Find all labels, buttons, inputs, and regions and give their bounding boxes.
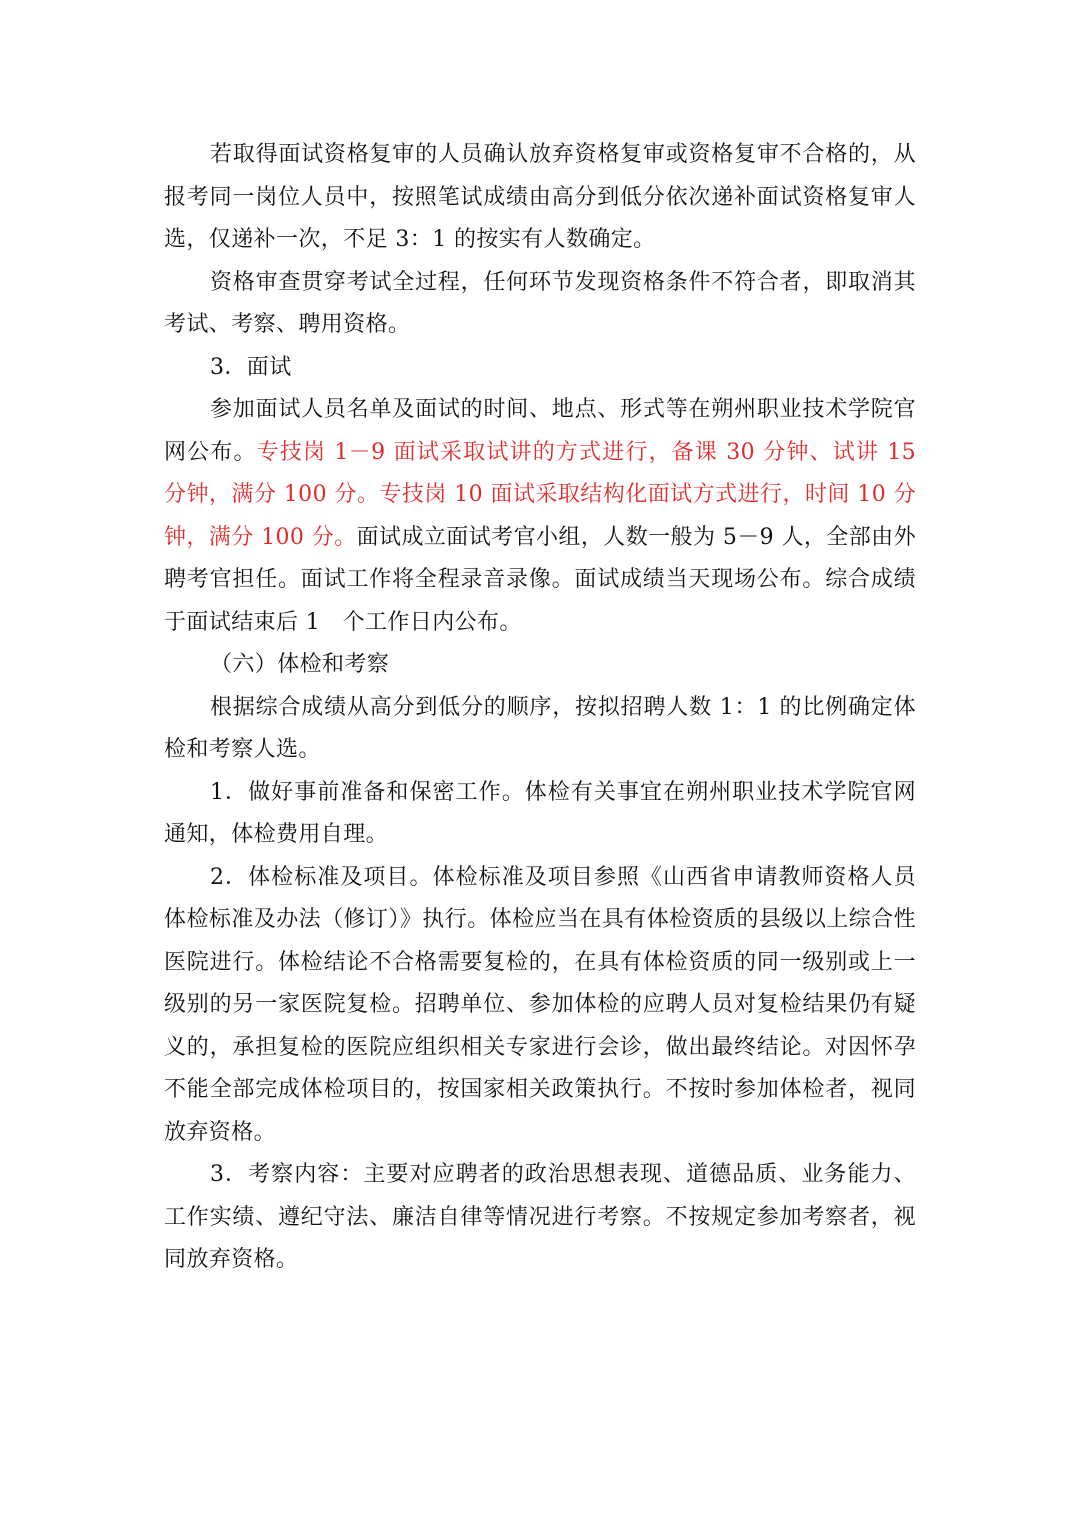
section-heading-physical-exam: （六）体检和考察 — [210, 652, 390, 677]
paragraph-interview-details — [164, 389, 916, 644]
interview-format-highlight: 专技岗 1－9 面试采取试讲的方式进行，备课 30 分钟、试讲 15 分钟，满分 100 分。专技岗 10 面试采取结构化面试方式进行，时间 10 分钟，满分 100 分。 — [164, 439, 916, 550]
interview-panel-text: 面试成立面试考官小组，人数一般为 5－9 人，全部由外聘考官担任。面试工作将全程录音录像。面试成绩当天现场公布。综合成绩于面试结束后 1 个工作日内公布。 — [164, 524, 916, 635]
paragraph-exam-ratio: 根据综合成绩从高分到低分的顺序，按拟招聘人数 1：1 的比例确定体检和考察人选。 — [164, 694, 916, 762]
interview-publish-text: 参加面试人员名单及面试的时间、地点、形式等在朔州职业技术学院官网公布。 — [164, 397, 916, 465]
paragraph-preparation: 1．做好事前准备和保密工作。体检有关事宜在朔州职业技术学院官网通知，体检费用自理。 — [164, 779, 916, 847]
section-heading-interview: 3．面试 — [210, 354, 292, 380]
paragraph-fallback-rule: 若取得面试资格复审的人员确认放弃资格复审或资格复审不合格的，从报考同一岗位人员中，按照笔试成绩由高分到低分依次递补面试资格复审人选，仅递补一次，不足 3：1 的按实有人数确定。 — [164, 142, 916, 252]
paragraph-exam-standards: 2．体检标准及项目。体检标准及项目参照《山西省申请教师资格人员体检标准及办法（修订）》执行。体检应当在具有体检资质的县级以上综合性医院进行。体检结论不合格需要复检的，在具有体检资质的同一级别或上一级别的另一家医院复检。招聘单位、参加体检的应聘人员对复检结果仍有疑义的，承担复检的医院应组织相关专家进行会诊，做出最终结论。对因怀孕不能全部完成体检项目的，按国家相关政策执行。不按时参加体检者，视同放弃资格。 — [164, 864, 916, 1145]
paragraph-inspection-content: 3．考察内容：主要对应聘者的政治思想表现、道德品质、业务能力、工作实绩、遵纪守法、廉洁自律等情况进行考察。不按规定参加考察者，视同放弃资格。 — [164, 1162, 916, 1272]
document-body — [164, 134, 916, 1282]
paragraph-qualification-review: 资格审查贯穿考试全过程，任何环节发现资格条件不符合者，即取消其考试、考察、聘用资格。 — [164, 269, 916, 337]
